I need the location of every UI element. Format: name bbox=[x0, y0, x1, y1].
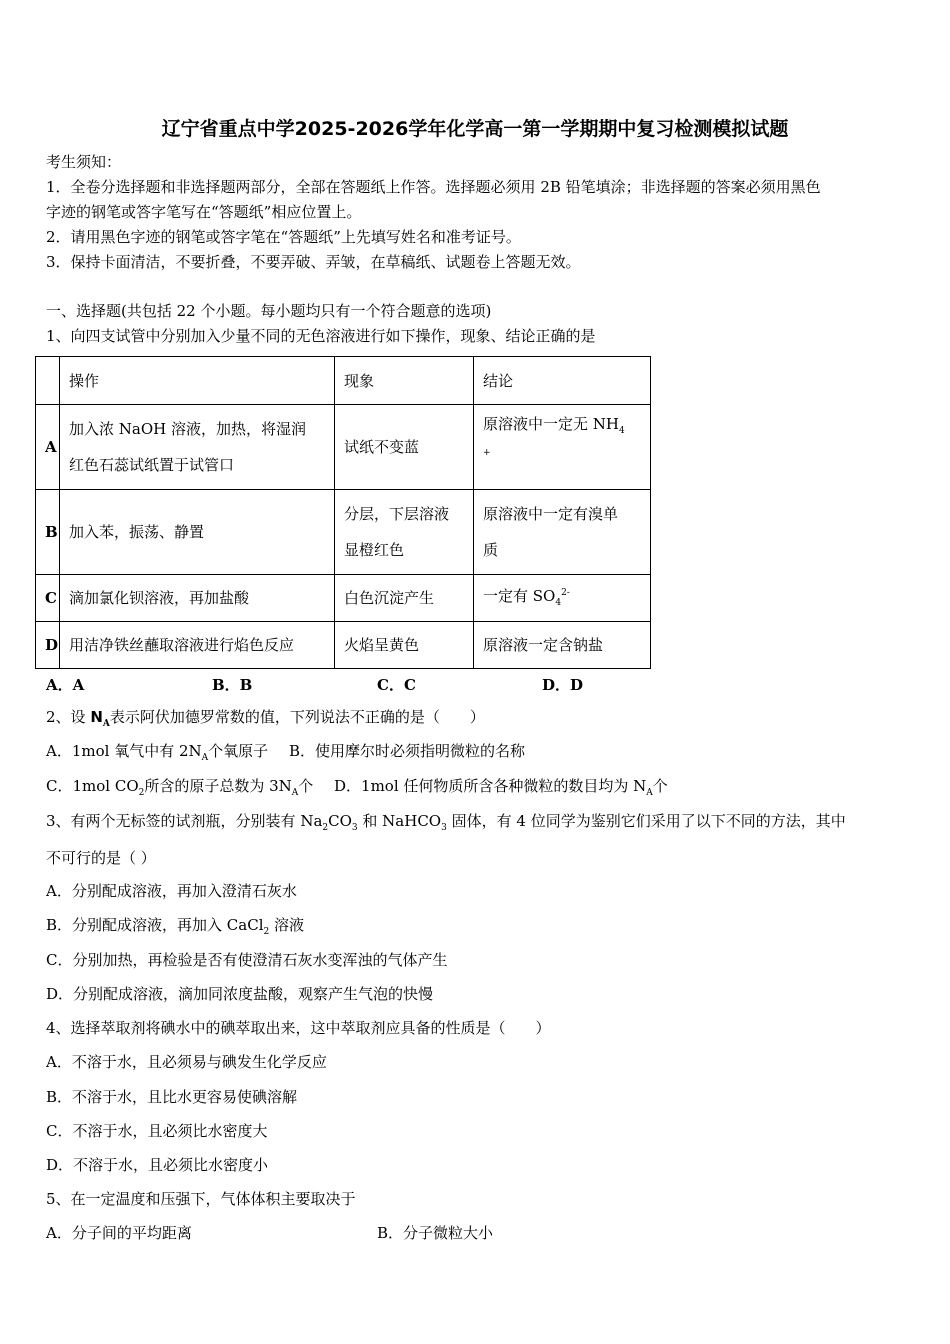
subscript: 4 bbox=[618, 426, 625, 436]
text: D．1mol 任何物质所含各种微粒的数目均为 N bbox=[334, 777, 647, 795]
table-row bbox=[36, 575, 651, 622]
table-header-operation: 操作 bbox=[60, 357, 335, 405]
row-label: A bbox=[36, 405, 60, 490]
table-cell bbox=[335, 490, 474, 575]
table-header-conclusion: 结论 bbox=[474, 357, 651, 405]
table-cell bbox=[474, 575, 651, 622]
subscript: A bbox=[102, 719, 110, 729]
question-2-option-a bbox=[46, 741, 268, 768]
question-4-option-c: C．不溶于水，且必须比水密度大 bbox=[46, 1122, 268, 1140]
text: 个 bbox=[652, 777, 668, 795]
text: C．1mol CO bbox=[46, 777, 139, 795]
row-label: D bbox=[36, 622, 60, 669]
text: 溶液 bbox=[269, 916, 305, 934]
subscript: 2 bbox=[263, 927, 270, 937]
text: 所含的原子总数为 3N bbox=[144, 777, 292, 795]
question-5-option-b: B．分子微粒大小 bbox=[377, 1224, 494, 1242]
question-5-stem: 5、在一定温度和压强下，气体体积主要取决于 bbox=[46, 1190, 356, 1208]
question-3-option-b bbox=[46, 915, 304, 942]
text: A．1mol 氧气中有 2N bbox=[46, 742, 202, 760]
cell-text: 一定有 SO bbox=[483, 587, 556, 605]
question-4-stem: 4、选择萃取剂将碘水中的碘萃取出来，这中萃取剂应具备的性质是（ ） bbox=[46, 1019, 551, 1037]
question-3-option-d: D．分别配成溶液，滴加同浓度盐酸，观察产生气泡的快慢 bbox=[46, 985, 434, 1003]
row-label: C bbox=[36, 575, 60, 622]
notice-item: 2．请用黑色字迹的钢笔或答字笔在“答题纸”上先填写姓名和准考证号。 bbox=[46, 228, 521, 246]
question-1-option-c: C．C bbox=[377, 676, 416, 694]
text: B．分别配成溶液，再加入 CaCl bbox=[46, 916, 264, 934]
subscript: A bbox=[201, 753, 209, 763]
subscript: 3 bbox=[441, 823, 447, 833]
question-1-table bbox=[35, 356, 651, 669]
question-3-option-c: C．分别加热，再检验是否有使澄清石灰水变浑浊的气体产生 bbox=[46, 951, 448, 969]
subscript: A bbox=[646, 788, 653, 798]
question-5-option-a: A．分子间的平均距离 bbox=[46, 1224, 192, 1242]
table-cell: 加入苯，振荡、静置 bbox=[60, 490, 335, 575]
question-2-stem bbox=[46, 707, 485, 734]
table-row bbox=[36, 622, 651, 669]
text: CO bbox=[328, 812, 352, 830]
text: 3、有两个无标签的试剂瓶，分别装有 Na bbox=[46, 812, 323, 830]
cell-text: 分层，下层溶液 bbox=[344, 505, 450, 523]
text: 个 bbox=[298, 777, 314, 795]
subscript: 3 bbox=[351, 823, 358, 833]
superscript: + bbox=[483, 448, 491, 458]
question-4-option-a: A．不溶于水，且必须易与碘发生化学反应 bbox=[46, 1053, 327, 1071]
table-cell: 白色沉淀产生 bbox=[335, 575, 474, 622]
text: 表示阿伏加德罗常数的值，下列说法不正确的是（ ） bbox=[109, 708, 485, 726]
question-4-option-d: D．不溶于水，且必须比水密度小 bbox=[46, 1156, 269, 1174]
text: 和 NaHCO bbox=[357, 812, 442, 830]
cell-text: 原溶液中一定有溴单 bbox=[483, 505, 619, 523]
table-cell: 用洁净铁丝蘸取溶液进行焰色反应 bbox=[60, 622, 335, 669]
question-2-option-c bbox=[46, 776, 313, 803]
table-cell bbox=[60, 405, 335, 490]
table-row bbox=[36, 405, 651, 490]
question-2-option-b: B．使用摩尔时必须指明微粒的名称 bbox=[289, 742, 526, 760]
cell-text: 原溶液中一定无 NH bbox=[483, 415, 619, 433]
cell-text: 质 bbox=[483, 541, 499, 559]
notice-heading: 考生须知： bbox=[46, 153, 122, 171]
symbol-na: N bbox=[90, 708, 103, 726]
table-cell bbox=[36, 357, 60, 405]
table-cell: 原溶液一定含钠盐 bbox=[474, 622, 651, 669]
table-cell bbox=[474, 490, 651, 575]
text: 2、设 bbox=[46, 708, 91, 726]
notice-item: 字迹的钢笔或答字笔写在“答题纸”相应位置上。 bbox=[46, 203, 362, 221]
cell-text: 加入浓 NaOH 溶液，加热，将湿润 bbox=[69, 420, 306, 438]
subscript: A bbox=[291, 788, 299, 798]
question-1-stem: 1、向四支试管中分别加入少量不同的无色溶液进行如下操作，现象、结论正确的是 bbox=[46, 327, 596, 345]
table-header-row bbox=[36, 357, 651, 405]
table-cell bbox=[474, 405, 651, 490]
text: 固体，有 4 位同学为鉴别它们采用了以下不同的方法，其中 bbox=[446, 812, 846, 830]
text: 个氧原子 bbox=[208, 742, 269, 760]
superscript: 2- bbox=[561, 588, 570, 598]
table-cell: 试纸不变蓝 bbox=[335, 405, 474, 490]
question-3-stem-cont: 不可行的是（ ） bbox=[46, 849, 156, 867]
question-1-option-d: D．D bbox=[542, 676, 584, 694]
section-heading: 一、选择题(共包括 22 个小题。每小题均只有一个符合题意的选项) bbox=[46, 302, 492, 320]
subscript: 2 bbox=[138, 788, 145, 798]
question-4-option-b: B．不溶于水，且比水更容易使碘溶解 bbox=[46, 1088, 298, 1106]
page-title: 辽宁省重点中学2025-2026学年化学高一第一学期期中复习检测模拟试题 bbox=[161, 118, 789, 140]
question-3-stem bbox=[46, 811, 846, 838]
table-header-phenomenon: 现象 bbox=[335, 357, 474, 405]
subscript: 2 bbox=[322, 823, 329, 833]
cell-text: 红色石蕊试纸置于试管口 bbox=[69, 456, 235, 474]
notice-item: 1．全卷分选择题和非选择题两部分，全部在答题纸上作答。选择题必须用 2B 铅笔填涂；非选择题的答案必须用黑色 bbox=[46, 178, 821, 196]
table-cell: 火焰呈黄色 bbox=[335, 622, 474, 669]
question-1-option-b: B．B bbox=[212, 676, 253, 694]
table-cell: 滴加氯化钡溶液，再加盐酸 bbox=[60, 575, 335, 622]
table-row bbox=[36, 490, 651, 575]
subscript: 4 bbox=[555, 598, 562, 608]
question-3-option-a: A．分别配成溶液，再加入澄清石灰水 bbox=[46, 882, 297, 900]
cell-text: 显橙红色 bbox=[344, 541, 405, 559]
notice-item: 3．保持卡面清洁，不要折叠，不要弄破、弄皱，在草稿纸、试题卷上答题无效。 bbox=[46, 253, 581, 271]
question-1-option-a: A．A bbox=[46, 676, 85, 694]
question-2-option-d bbox=[334, 776, 668, 803]
row-label: B bbox=[36, 490, 60, 575]
